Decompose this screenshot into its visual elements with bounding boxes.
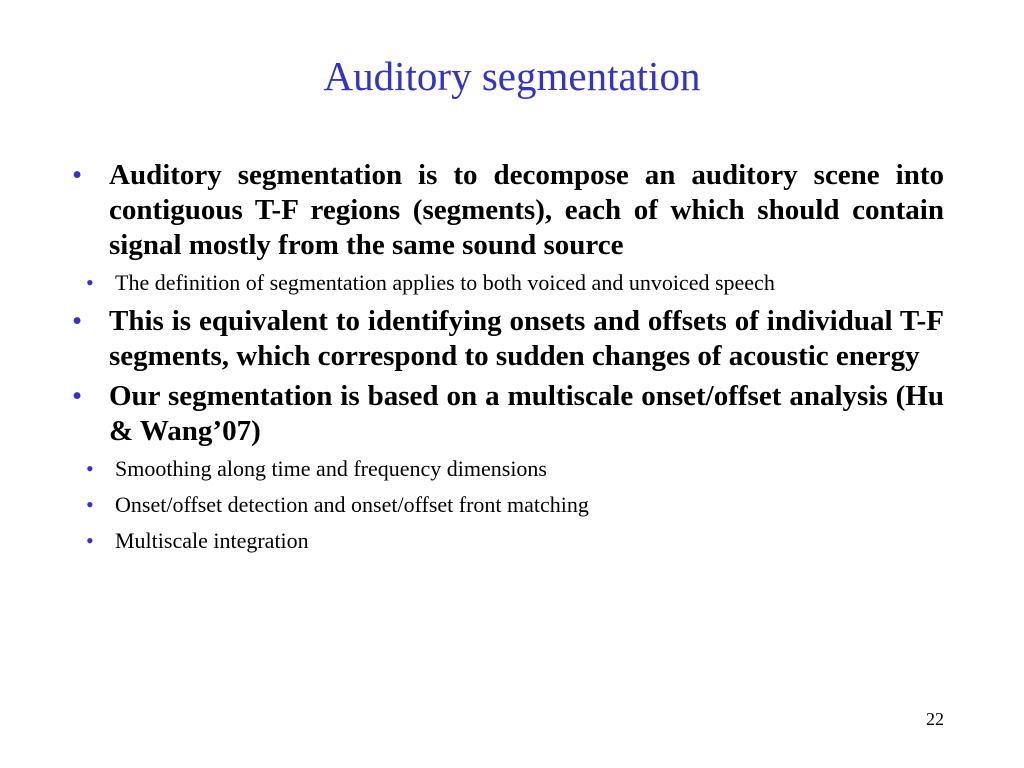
sub-bullet-item bbox=[70, 454, 944, 484]
bullet-text: This is equivalent to identifying onsets and offsets of individual T-F segments, which correspond to sudden changes of acoustic energy bbox=[109, 305, 944, 372]
bullet-text: Our segmentation is based on a multiscale onset/offset analysis (Hu & Wang’07) bbox=[109, 380, 944, 447]
bullet-marker: • bbox=[72, 159, 83, 191]
sub-bullet-list bbox=[70, 268, 944, 298]
slide-title: Auditory segmentation bbox=[323, 53, 701, 99]
sub-bullet-text: Multiscale integration bbox=[115, 528, 309, 553]
sub-bullet-text: Onset/offset detection and onset/offset front matching bbox=[115, 492, 589, 517]
bullet-item bbox=[70, 158, 944, 263]
sub-bullet-group bbox=[70, 268, 944, 298]
sub-bullet-text: Smoothing along time and frequency dimensions bbox=[115, 456, 547, 481]
bullet-item bbox=[70, 379, 944, 449]
bullet-text: Auditory segmentation is to decompose an auditory scene into contiguous T-F regions (segments), each of which should contain signal mostly from the same sound source bbox=[109, 159, 944, 261]
sub-bullet-group bbox=[70, 454, 944, 556]
sub-bullet-marker: • bbox=[86, 528, 94, 553]
bullet-list bbox=[70, 158, 944, 562]
bullet-marker: • bbox=[72, 305, 83, 337]
sub-bullet-item bbox=[70, 490, 944, 520]
sub-bullet-list bbox=[70, 454, 944, 556]
page-number: 22 bbox=[926, 709, 944, 729]
sub-bullet-item bbox=[70, 526, 944, 556]
sub-bullet-marker: • bbox=[86, 492, 94, 517]
sub-bullet-item bbox=[70, 268, 944, 298]
sub-bullet-text: The definition of segmentation applies to both voiced and unvoiced speech bbox=[115, 270, 775, 295]
sub-bullet-marker: • bbox=[86, 456, 94, 481]
bullet-item bbox=[70, 304, 944, 374]
sub-bullet-marker: • bbox=[86, 270, 94, 295]
bullet-marker: • bbox=[72, 380, 83, 412]
